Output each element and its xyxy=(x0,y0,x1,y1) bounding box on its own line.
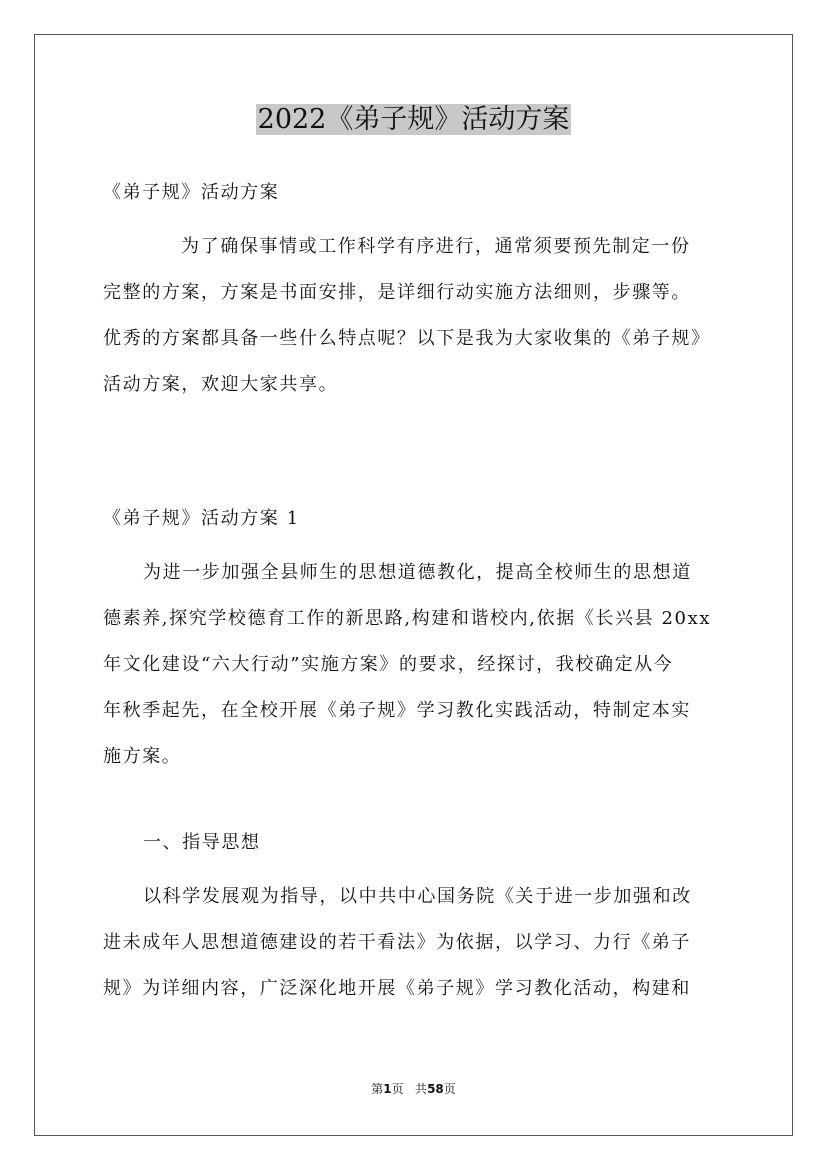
section1-line: 施方案。 xyxy=(103,746,182,767)
subheading-guiding xyxy=(103,820,743,866)
guiding-line: 规》为详细内容，广泛深化地开展《弟子规》学习教化活动，构建和 xyxy=(103,978,691,999)
intro-line: 为了确保事情或工作科学有序进行，通常须要预先制定一份 xyxy=(181,236,691,257)
document-subtitle xyxy=(103,170,743,216)
guiding-paragraph xyxy=(103,874,743,1012)
section1-line: 德素养,探究学校德育工作的新思路,构建和谐校内,依据《长兴县 20xx xyxy=(103,608,712,629)
footer-total-prefix: 共 xyxy=(415,1082,428,1096)
section1-paragraph xyxy=(103,550,743,780)
section1-heading-text: 《弟子规》活动方案 1 xyxy=(103,508,300,529)
section1-heading xyxy=(103,496,743,542)
footer-total-suffix: 页 xyxy=(443,1082,456,1096)
footer-page-suffix: 页 xyxy=(391,1082,404,1096)
document-title xyxy=(0,100,827,140)
intro-paragraph xyxy=(103,224,743,408)
intro-line: 完整的方案，方案是书面安排，是详细行动实施方法细则，步骤等。 xyxy=(103,282,691,303)
document-title-text: 2022《弟子规》活动方案 xyxy=(257,104,570,135)
subheading-guiding-text: 一、指导思想 xyxy=(143,832,261,853)
section1-line: 年文化建设“六大行动”实施方案》的要求，经探讨，我校确定从今 xyxy=(103,654,674,675)
guiding-line: 进未成年人思想道德建设的若干看法》为依据，以学习、力行《弟子 xyxy=(103,932,691,953)
section1-line: 为进一步加强全县师生的思想道德教化，提高全校师生的思想道 xyxy=(143,562,692,583)
intro-line: 活动方案，欢迎大家共享。 xyxy=(103,374,339,395)
footer-prefix: 第 xyxy=(371,1082,384,1096)
footer-page-number: 1 xyxy=(383,1082,392,1096)
page-footer xyxy=(0,1080,827,1097)
intro-line: 优秀的方案都具备一些什么特点呢？以下是我为大家收集的《弟子规》 xyxy=(103,328,711,349)
footer-total-pages: 58 xyxy=(427,1082,444,1096)
guiding-line: 以科学发展观为指导，以中共中心国务院《关于进一步加强和改 xyxy=(143,886,692,907)
subtitle-line: 《弟子规》活动方案 xyxy=(103,182,280,203)
section1-line: 年秋季起先，在全校开展《弟子规》学习教化实践活动，特制定本实 xyxy=(103,700,691,721)
